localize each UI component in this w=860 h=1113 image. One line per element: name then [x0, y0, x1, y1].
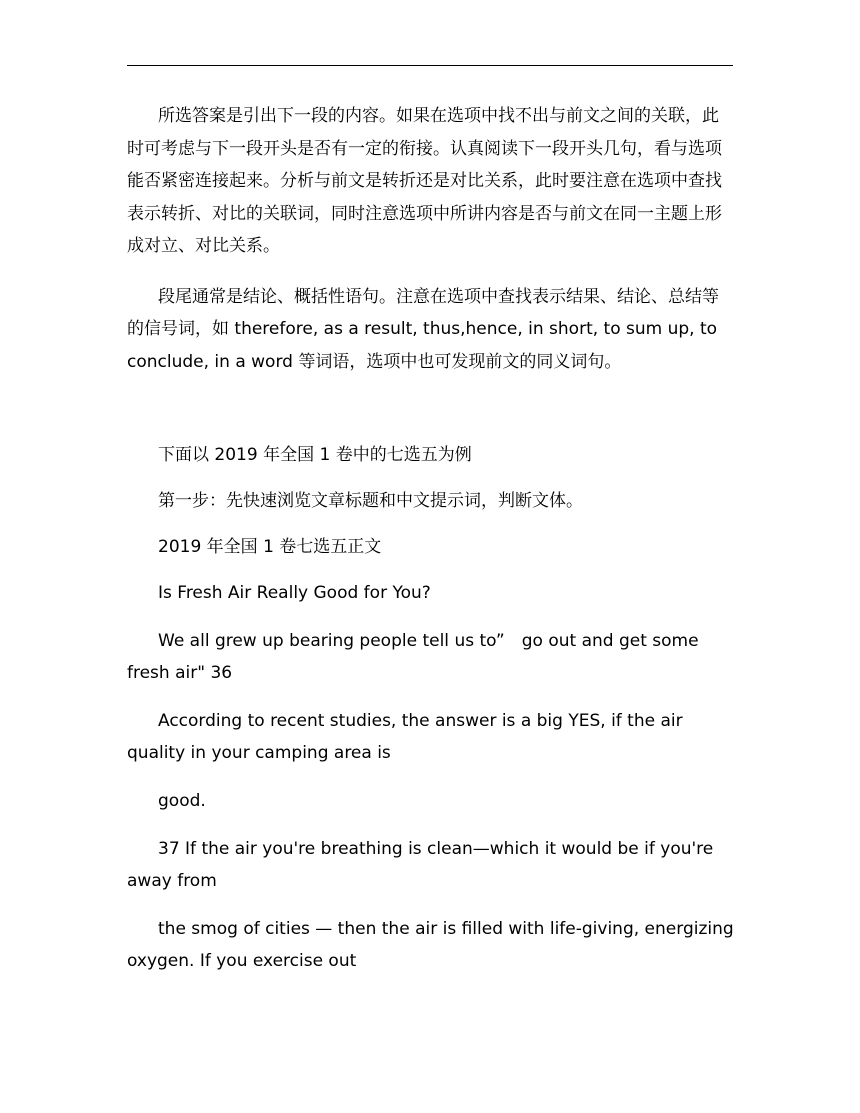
article-line-smog: the smog of cities — then the air is filled with life-giving, energizing oxygen. If you exercise out	[127, 919, 734, 971]
paragraph-conclusion-signals: 段尾通常是结论、概括性语句。注意在选项中查找表示结果、结论、总结等的信号词，如 therefore, as a result, thus,hence, in short, to sum up, to conclude, in a word 等词语，选项中也可发现前文的同义词句。	[127, 286, 719, 372]
article-line-37: 37 If the air you're breathing is clean—which it would be if you're away from	[127, 839, 714, 891]
article-line-good: good.	[158, 791, 206, 811]
example-intro-line: 下面以 2019 年全国 1 卷中的七选五为例	[158, 445, 472, 465]
article-title: Is Fresh Air Really Good for You?	[158, 583, 431, 603]
article-line-according: According to recent studies, the answer is a big YES, if the air quality in your camping area is	[127, 711, 683, 763]
header-rule	[127, 65, 733, 66]
step-one-line: 第一步：先快速浏览文章标题和中文提示词，判断文体。	[158, 491, 583, 511]
document-body	[127, 100, 735, 977]
text-heading-line: 2019 年全国 1 卷七选五正文	[158, 537, 382, 557]
paragraph-option-link: 所选答案是引出下一段的内容。如果在选项中找不出与前文之间的关联，此时可考虑与下一段开头是否有一定的衔接。认真阅读下一段开头几句，看与选项能否紧密连接起来。分析与前文是转折还是对比关系，此时要注意在选项中查找表示转折、对比的关联词，同时注意选项中所讲内容是否与前文在同一主题上形成对立、对比关系。	[127, 106, 722, 256]
article-line-36: We all grew up bearing people tell us to” go out and get some fresh air" 36	[127, 631, 699, 683]
